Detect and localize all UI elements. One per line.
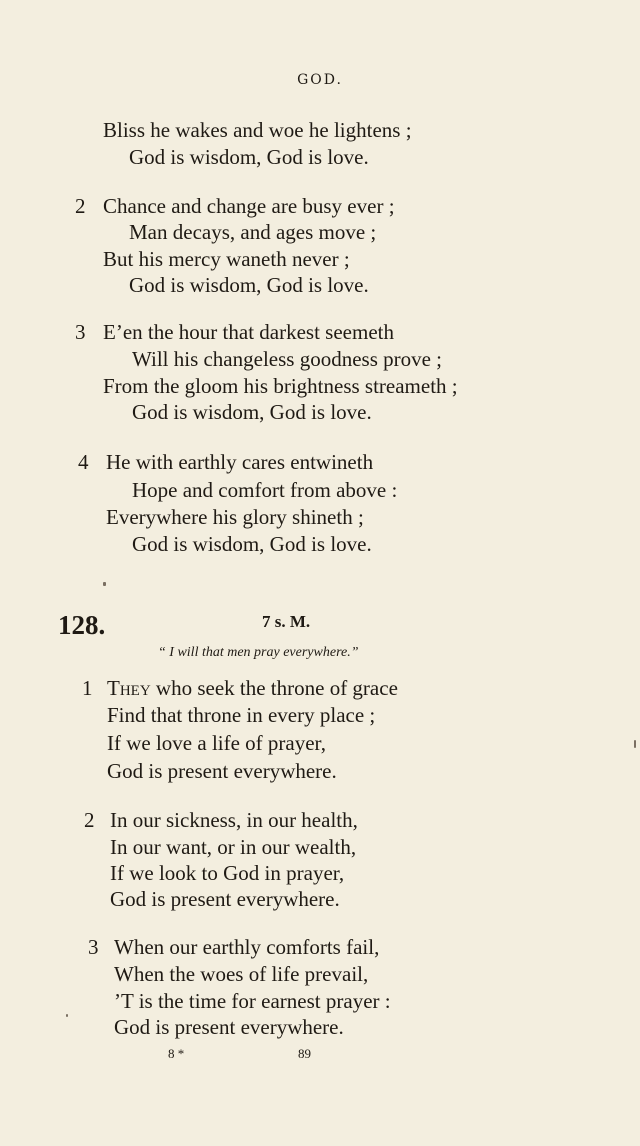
verse-line: In our want, or in our wealth, [110, 835, 357, 859]
first-word: They [107, 676, 151, 700]
verse-line: Chance and change are busy ever ; [103, 194, 395, 218]
stanza-number: 3 [88, 935, 99, 959]
verse-line: When our earthly comforts fail, [114, 935, 380, 959]
stanza-number: 2 [84, 808, 95, 832]
verse-line: He with earthly cares entwineth [106, 450, 374, 474]
verse-line: If we look to God in prayer, [110, 861, 345, 885]
stanza-number: 3 [75, 320, 86, 344]
verse-line: God is wisdom, God is love. [129, 145, 369, 169]
verse-line: If we love a life of prayer, [107, 731, 326, 755]
hymn-number: 128. [58, 610, 106, 640]
verse-line: God is wisdom, God is love. [129, 273, 369, 297]
stanza-number: 2 [75, 194, 86, 218]
verse-line: Hope and comfort from above : [132, 478, 398, 502]
running-head: GOD. [297, 72, 343, 88]
verse-line: When the woes of life prevail, [114, 962, 369, 986]
verse-line: Bliss he wakes and woe he lightens ; [103, 118, 412, 142]
verse-line-first [107, 678, 398, 699]
verse-line: Find that throne in every place ; [107, 703, 376, 727]
verse-line: ’T is the time for earnest prayer : [114, 989, 391, 1013]
verse-line: Will his changeless goodness prove ; [132, 347, 443, 371]
print-speck [634, 740, 636, 748]
print-speck [66, 1014, 68, 1017]
stanza-number: 4 [78, 450, 89, 474]
verse-line: God is wisdom, God is love. [132, 400, 372, 424]
verse-line: God is present everywhere. [114, 1015, 344, 1039]
hymn-meter: 7 s. M. [262, 612, 311, 631]
verse-line: God is present everywhere. [107, 759, 337, 783]
verse-line: Man decays, and ages move ; [129, 220, 377, 244]
page-number: 89 [298, 1046, 311, 1061]
first-line-rest: who seek the throne of grace [150, 676, 398, 700]
hymn-epigraph: “ I will that men pray everywhere.” [158, 645, 359, 660]
verse-line: From the gloom his brightness streameth ; [103, 374, 458, 398]
print-speck [103, 582, 106, 586]
stanza-number: 1 [82, 676, 93, 700]
verse-line: Everywhere his glory shineth ; [106, 505, 364, 529]
verse-line: E’en the hour that darkest seemeth [103, 320, 394, 344]
verse-line: God is present everywhere. [110, 887, 340, 911]
signature-mark: 8 * [168, 1046, 185, 1061]
verse-line: But his mercy waneth never ; [103, 247, 350, 271]
verse-line: In our sickness, in our health, [110, 808, 358, 832]
verse-line: God is wisdom, God is love. [132, 532, 372, 556]
